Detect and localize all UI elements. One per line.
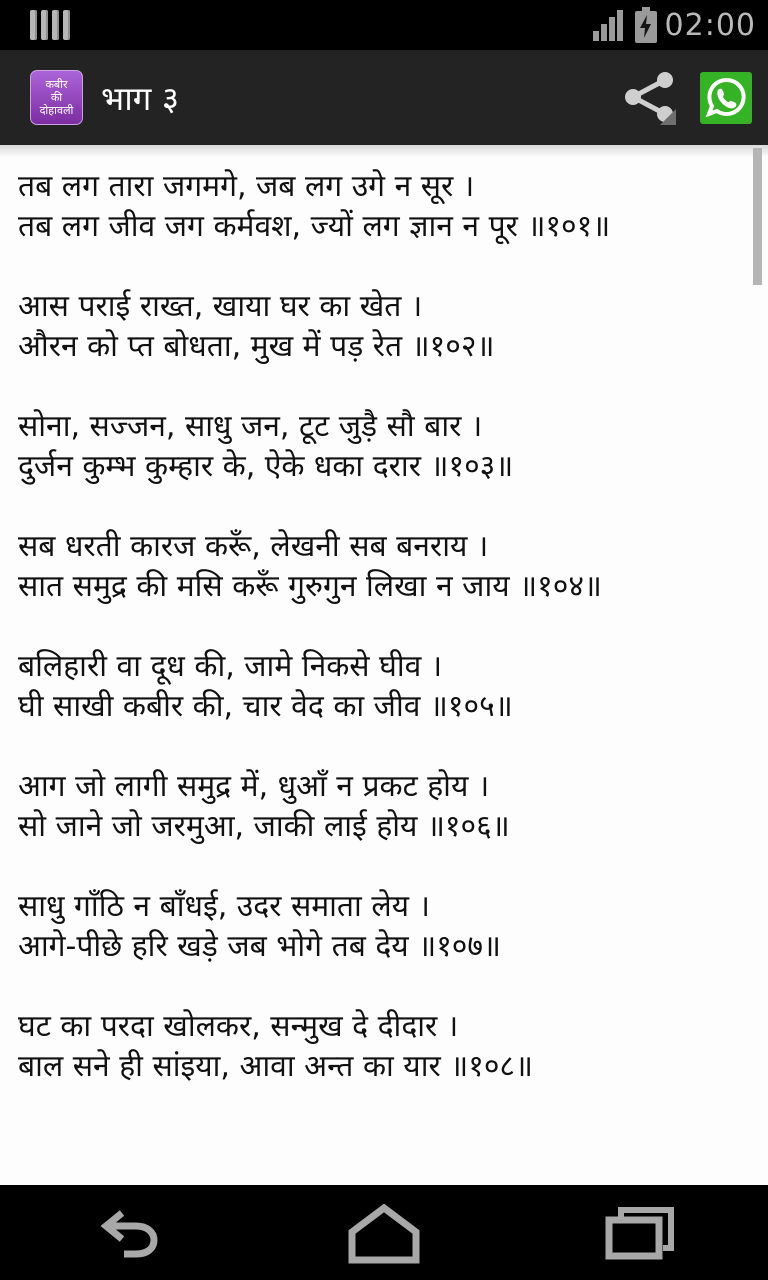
page-title: भाग ३ — [101, 79, 179, 118]
couplet-101-line1: तब लग तारा जगमगे, जब लग उगे न सूर । — [18, 169, 475, 204]
couplet-101-line2: तब लग जीव जग कर्मवश, ज्यों लग ज्ञान न पूर ॥१०१॥ — [18, 209, 611, 244]
couplet-103 — [18, 407, 738, 487]
couplet-108-line1: घट का परदा खोलकर, सन्मुख दे दीदार । — [18, 1009, 459, 1044]
couplet-104 — [18, 527, 738, 607]
back-button[interactable] — [53, 1185, 203, 1280]
whatsapp-button[interactable] — [698, 50, 754, 145]
couplet-106 — [18, 767, 738, 847]
scrollbar-thumb[interactable] — [753, 148, 762, 285]
recents-button[interactable] — [565, 1185, 715, 1280]
home-icon — [346, 1202, 422, 1264]
couplet-103-line2: दुर्जन कुम्भ कुम्हार के, ऐके धका दरार ॥१०३॥ — [18, 449, 514, 484]
couplet-106-line1: आग जो लागी समुद्र में, धुआँ न प्रकट होय । — [18, 769, 490, 804]
overflow-corner-icon — [660, 109, 676, 125]
clock: 02:00 — [664, 7, 756, 43]
couplet-107 — [18, 887, 738, 967]
status-bar-right — [593, 0, 756, 50]
signal-strength-icon — [593, 9, 627, 41]
verse-list[interactable] — [0, 145, 768, 1185]
whatsapp-icon — [704, 76, 748, 120]
app-launcher-icon[interactable]: कबीर की दोहावली — [30, 70, 83, 125]
couplet-106-line2: सो जाने जो जरमुआ, जाकी लाई होय ॥१०६॥ — [18, 809, 510, 844]
action-buttons — [612, 50, 768, 145]
couplet-108 — [18, 1007, 738, 1087]
battery-charging-icon — [635, 7, 657, 43]
couplet-104-line1: सब धरती कारज करूँ, लेखनी सब बनराय । — [18, 529, 489, 564]
couplet-105 — [18, 647, 738, 727]
couplet-102-line1: आस पराई राख्त, खाया घर का खेत । — [18, 289, 423, 324]
equalizer-bars-icon — [30, 10, 70, 40]
couplet-107-line1: साधु गाँठि न बाँधई, उदर समाता लेय । — [18, 889, 430, 924]
couplet-103-line1: सोना, सज्जन, साधु जन, टूट जुड़ै सौ बार । — [18, 409, 483, 444]
couplet-102-line2: औरन को प्त बोधता, मुख में पड़ रेत ॥१०२॥ — [18, 329, 495, 364]
couplet-104-line2: सात समुद्र की मसि करूँ गुरुगुन लिखा न जाय ॥१०४॥ — [18, 569, 602, 604]
navigation-bar — [0, 1185, 768, 1280]
status-bar — [0, 0, 768, 50]
couplet-102 — [18, 287, 738, 367]
couplet-107-line2: आगे-पीछे हरि खड़े जब भोगे तब देय ॥१०७॥ — [18, 929, 501, 964]
recents-icon — [605, 1206, 675, 1260]
couplet-105-line2: घी साखी कबीर की, चार वेद का जीव ॥१०५॥ — [18, 689, 513, 724]
couplet-105-line1: बलिहारी वा दूध की, जामे निकसे घीव । — [18, 649, 443, 684]
app-bar — [0, 50, 768, 145]
back-icon — [96, 1205, 160, 1261]
home-button[interactable] — [309, 1185, 459, 1280]
couplet-108-line2: बाल सने ही सांइया, आवा अन्त का यार ॥१०८॥ — [18, 1049, 534, 1084]
share-button[interactable] — [612, 50, 688, 145]
couplet-101 — [18, 167, 738, 247]
